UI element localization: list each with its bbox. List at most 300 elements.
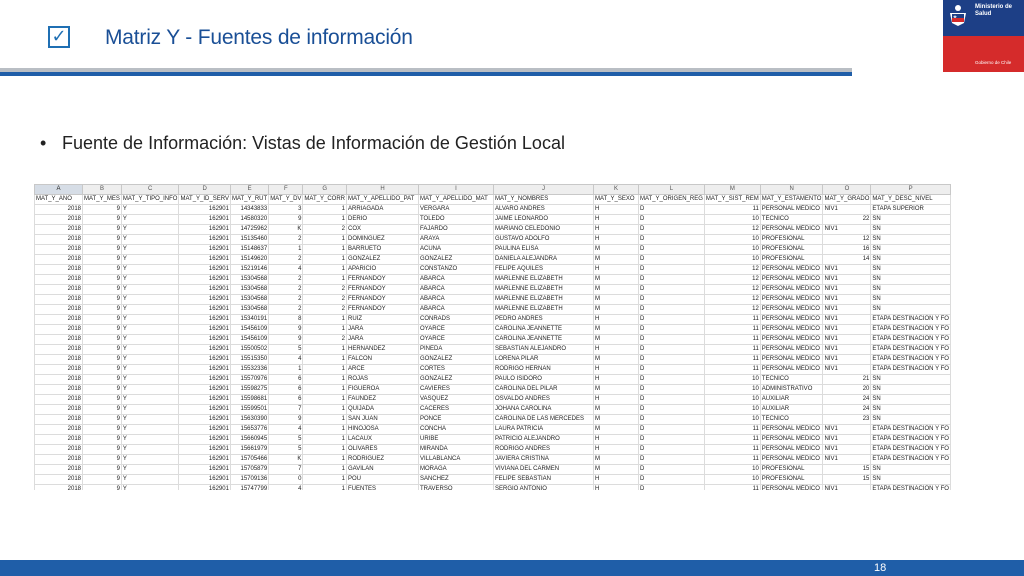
table-cell: 9 (83, 335, 122, 345)
bullet-dot: • (40, 133, 47, 153)
table-cell: 2018 (35, 335, 83, 345)
table-cell: GONZALEZ (418, 355, 493, 365)
table-cell: H (593, 445, 638, 455)
table-cell: 2 (269, 275, 303, 285)
logo-ministry-text (975, 4, 1021, 18)
table-cell: 2 (303, 335, 347, 345)
table-cell: FERNANDOY (346, 295, 418, 305)
table-cell: QUIJADA (346, 405, 418, 415)
table-cell: 2018 (35, 375, 83, 385)
table-cell: TOLEDO (418, 215, 493, 225)
table-cell: 6 (269, 385, 303, 395)
table-cell: D (638, 475, 704, 485)
table-cell: 1 (303, 405, 347, 415)
table-cell: NIV1 (823, 325, 871, 335)
table-cell: MARLENNE ELIZABETH (493, 285, 593, 295)
table-cell: H (593, 395, 638, 405)
table-cell: 15598275 (230, 385, 268, 395)
table-cell: M (593, 245, 638, 255)
table-cell: NIV1 (823, 285, 871, 295)
table-cell: CONCHA (418, 425, 493, 435)
table-cell: 15653776 (230, 425, 268, 435)
table-cell: 1 (303, 385, 347, 395)
table-cell: Y (121, 475, 179, 485)
chile-crest-icon (947, 3, 969, 27)
header-cell: MAT_Y_CORR (303, 195, 347, 205)
table-cell: M (593, 465, 638, 475)
table-cell: PROFESIONAL (760, 245, 823, 255)
table-cell: 2018 (35, 315, 83, 325)
table-cell: 11 (704, 425, 760, 435)
table-cell: ETAPA DESTINACION Y FO (871, 315, 951, 325)
table-cell: 2 (269, 235, 303, 245)
table-cell: 23 (823, 415, 871, 425)
table-cell: 10 (704, 375, 760, 385)
table-cell: Y (121, 485, 179, 491)
table-cell: 162901 (179, 275, 230, 285)
table-cell: 162901 (179, 475, 230, 485)
table-cell: PERSONAL MÉDICO (760, 355, 823, 365)
table-cell: 9 (269, 325, 303, 335)
table-cell: 12 (704, 305, 760, 315)
table-row (35, 215, 951, 225)
table-cell: SN (871, 405, 951, 415)
table-cell: SN (871, 215, 951, 225)
table-cell: 2018 (35, 235, 83, 245)
table-cell: Y (121, 255, 179, 265)
table-row (35, 325, 951, 335)
table-cell: FIGUEROA (346, 385, 418, 395)
column-letter-a: A (35, 185, 83, 195)
header-row (35, 195, 951, 205)
table-cell: 4 (269, 355, 303, 365)
table-row (35, 235, 951, 245)
table-cell: H (593, 475, 638, 485)
table-cell: Y (121, 215, 179, 225)
table-cell: 1 (303, 205, 347, 215)
table-cell: NIV1 (823, 275, 871, 285)
table-cell: GAVILAN (346, 465, 418, 475)
header-cell: MAT_Y_ORIGEN_REG (638, 195, 704, 205)
table-cell: SN (871, 305, 951, 315)
table-cell: 15515350 (230, 355, 268, 365)
table-cell: K (269, 455, 303, 465)
table-cell: PERSONAL MÉDICO (760, 285, 823, 295)
table-cell: ETAPA DESTINACION Y FO (871, 455, 951, 465)
header-cell: MAT_Y_SEXO (593, 195, 638, 205)
table-cell: JAVIERA CRISTINA (493, 455, 593, 465)
table-cell: SN (871, 395, 951, 405)
table-cell: SN (871, 295, 951, 305)
table-cell: 9 (83, 465, 122, 475)
table-cell: Y (121, 265, 179, 275)
table-cell: 9 (83, 325, 122, 335)
table-row (35, 375, 951, 385)
table-cell: 12 (823, 235, 871, 245)
table-cell: 2018 (35, 435, 83, 445)
table-cell: NIV1 (823, 315, 871, 325)
table-cell: 15500502 (230, 345, 268, 355)
table-cell: 11 (704, 205, 760, 215)
table-row (35, 275, 951, 285)
table-cell: H (593, 225, 638, 235)
table-cell: Y (121, 375, 179, 385)
table-cell: Y (121, 435, 179, 445)
table-cell: Y (121, 395, 179, 405)
bullet-text: Fuente de Información: Vistas de Información de Gestión Local (62, 133, 565, 153)
table-cell: ETAPA DESTINACION Y FO (871, 445, 951, 455)
table-cell: M (593, 295, 638, 305)
table-cell: 1 (303, 275, 347, 285)
table-cell: 12 (704, 285, 760, 295)
table-cell: PROFESIONAL (760, 255, 823, 265)
table-cell: Y (121, 275, 179, 285)
table-cell: 7 (269, 465, 303, 475)
table-row (35, 425, 951, 435)
table-cell: 1 (303, 355, 347, 365)
table-cell: 12 (704, 295, 760, 305)
table-cell: M (593, 325, 638, 335)
logo-line1: Ministerio de (975, 4, 1013, 10)
table-cell: 11 (704, 355, 760, 365)
table-cell: ARAYA (418, 235, 493, 245)
table-cell: 9 (83, 225, 122, 235)
table-cell: 162901 (179, 235, 230, 245)
table-cell: 15661979 (230, 445, 268, 455)
table-cell: 11 (704, 315, 760, 325)
table-cell: 20 (823, 385, 871, 395)
table-cell: D (638, 235, 704, 245)
table-cell: PERSONAL MÉDICO (760, 275, 823, 285)
table-cell: FALCON (346, 355, 418, 365)
column-letter-j: J (493, 185, 593, 195)
spreadsheet-body (35, 195, 951, 491)
table-cell: SERGIO ANTONIO (493, 485, 593, 491)
table-cell: 2018 (35, 415, 83, 425)
table-cell: JARA (346, 335, 418, 345)
table-cell: H (593, 345, 638, 355)
table-cell: 9 (83, 455, 122, 465)
table-cell: OLIVARES (346, 445, 418, 455)
table-cell: D (638, 445, 704, 455)
table-cell: Y (121, 315, 179, 325)
column-letter-o: O (823, 185, 871, 195)
table-cell: 2018 (35, 215, 83, 225)
table-cell: 162901 (179, 375, 230, 385)
table-cell: SN (871, 235, 951, 245)
table-cell: 162901 (179, 385, 230, 395)
table-cell: ROJAS (346, 375, 418, 385)
table-cell: 9 (83, 235, 122, 245)
table-cell: HERNANDEZ (346, 345, 418, 355)
table-cell: 162901 (179, 205, 230, 215)
spreadsheet-table (34, 184, 951, 490)
table-cell: 11 (704, 445, 760, 455)
table-cell: 14 (823, 255, 871, 265)
table-cell: TÉCNICO (760, 215, 823, 225)
table-cell: D (638, 405, 704, 415)
table-cell: SEBASTIAN ALEJANDRO (493, 345, 593, 355)
table-cell: 1 (303, 435, 347, 445)
table-cell: NIV1 (823, 205, 871, 215)
table-cell: 162901 (179, 455, 230, 465)
table-cell: D (638, 365, 704, 375)
table-cell: 15532336 (230, 365, 268, 375)
table-cell: 2018 (35, 275, 83, 285)
table-cell: CAROLINA JEANNETTE (493, 325, 593, 335)
table-cell: NIV1 (823, 355, 871, 365)
table-cell: M (593, 335, 638, 345)
slide-title: Matriz Y - Fuentes de información (105, 26, 413, 49)
table-cell: 162901 (179, 355, 230, 365)
table-cell: ETAPA SUPERIOR (871, 205, 951, 215)
table-cell: 15219146 (230, 265, 268, 275)
table-cell: OYARCE (418, 325, 493, 335)
bullet-item (40, 133, 565, 154)
table-cell: 2018 (35, 345, 83, 355)
table-cell: 2018 (35, 405, 83, 415)
table-cell: 15599501 (230, 405, 268, 415)
table-cell: 162901 (179, 435, 230, 445)
table-cell: K (269, 225, 303, 235)
column-letter-m: M (704, 185, 760, 195)
table-row (35, 355, 951, 365)
table-cell: 10 (704, 385, 760, 395)
table-cell: NIV1 (823, 435, 871, 445)
table-cell: SN (871, 475, 951, 485)
table-cell: SN (871, 275, 951, 285)
table-row (35, 295, 951, 305)
table-cell: M (593, 355, 638, 365)
table-cell: 162901 (179, 365, 230, 375)
table-cell: 9 (269, 215, 303, 225)
table-cell: 10 (704, 395, 760, 405)
table-cell: ETAPA DESTINACION Y FO (871, 365, 951, 375)
table-cell: 10 (704, 255, 760, 265)
table-cell: TRAVERSO (418, 485, 493, 491)
table-row (35, 205, 951, 215)
table-cell: 162901 (179, 335, 230, 345)
table-cell: 9 (83, 395, 122, 405)
table-cell: PAULO ISIDORO (493, 375, 593, 385)
table-cell: 15709136 (230, 475, 268, 485)
table-row (35, 305, 951, 315)
table-cell: CORTES (418, 365, 493, 375)
table-cell: M (593, 305, 638, 315)
table-cell: D (638, 485, 704, 491)
table-cell: ETAPA DESTINACION Y FO (871, 435, 951, 445)
table-cell: 1 (303, 415, 347, 425)
table-cell: 9 (83, 305, 122, 315)
table-cell: 24 (823, 405, 871, 415)
table-cell: 15705466 (230, 455, 268, 465)
table-cell: 11 (704, 455, 760, 465)
table-cell: MIRANDA (418, 445, 493, 455)
table-cell: ARRIAGADA (346, 205, 418, 215)
table-row (35, 475, 951, 485)
table-cell: RUIZ (346, 315, 418, 325)
column-letter-d: D (179, 185, 230, 195)
table-row (35, 485, 951, 491)
table-cell: MARLENNE ELIZABETH (493, 275, 593, 285)
table-cell: 1 (303, 395, 347, 405)
table-cell: 1 (303, 425, 347, 435)
header-cell: MAT_Y_APELLIDO_PAT (346, 195, 418, 205)
table-cell: APARICIO (346, 265, 418, 275)
table-cell: ABARCA (418, 295, 493, 305)
table-cell: M (593, 415, 638, 425)
table-cell: RODRIGUEZ (346, 455, 418, 465)
table-cell: 10 (704, 475, 760, 485)
table-cell: ETAPA DESTINACION Y FO (871, 355, 951, 365)
table-cell: PERSONAL MÉDICO (760, 435, 823, 445)
table-cell: ALVARO ANDRES (493, 205, 593, 215)
ministerio-logo (943, 0, 1024, 72)
table-cell: Y (121, 295, 179, 305)
table-cell: ABARCA (418, 275, 493, 285)
table-cell: 24 (823, 395, 871, 405)
table-cell: 2 (303, 295, 347, 305)
table-cell: MORAGA (418, 465, 493, 475)
table-cell: PEDRO ANDRES (493, 315, 593, 325)
table-cell: 1 (303, 235, 347, 245)
table-cell: PERSONAL MÉDICO (760, 205, 823, 215)
table-cell: SN (871, 465, 951, 475)
header-cell: MAT_Y_TIPO_INFO (121, 195, 179, 205)
table-cell: LACAUX (346, 435, 418, 445)
header-cell: MAT_Y_RUT (230, 195, 268, 205)
table-cell: 10 (704, 415, 760, 425)
table-cell: Y (121, 245, 179, 255)
table-cell: CAROLINA JEANNETTE (493, 335, 593, 345)
table-cell: 8 (269, 315, 303, 325)
table-cell: NIV1 (823, 225, 871, 235)
table-cell: 162901 (179, 345, 230, 355)
table-cell: D (638, 375, 704, 385)
header-cell: MAT_Y_DESC_NIVEL (871, 195, 951, 205)
table-cell: GONZALEZ (346, 255, 418, 265)
table-cell: PAULINA ELISA (493, 245, 593, 255)
table-cell: 9 (83, 365, 122, 375)
table-row (35, 225, 951, 235)
table-cell: Y (121, 405, 179, 415)
table-cell: FERNANDOY (346, 285, 418, 295)
table-cell: 15304568 (230, 295, 268, 305)
table-cell: D (638, 355, 704, 365)
table-cell: 9 (83, 385, 122, 395)
table-cell: 9 (83, 345, 122, 355)
header-cell: MAT_Y_ANO (35, 195, 83, 205)
table-cell: 162901 (179, 425, 230, 435)
header-cell: MAT_Y_MES (83, 195, 122, 205)
header-cell: MAT_Y_SIST_REM (704, 195, 760, 205)
table-cell: 162901 (179, 445, 230, 455)
table-cell: Y (121, 385, 179, 395)
table-cell: 15456109 (230, 325, 268, 335)
table-cell: 15149620 (230, 255, 268, 265)
table-cell: H (593, 315, 638, 325)
table-row (35, 435, 951, 445)
table-cell: 15304568 (230, 305, 268, 315)
table-cell: JAIME LEONARDO (493, 215, 593, 225)
table-cell: 162901 (179, 415, 230, 425)
table-cell: 162901 (179, 465, 230, 475)
table-cell: H (593, 435, 638, 445)
table-cell: 1 (303, 325, 347, 335)
table-cell: 9 (83, 275, 122, 285)
table-cell: D (638, 215, 704, 225)
table-cell: 162901 (179, 225, 230, 235)
table-cell: PERSONAL MÉDICO (760, 425, 823, 435)
table-cell: 1 (269, 245, 303, 255)
table-cell: 2018 (35, 455, 83, 465)
table-cell: OSVALDO ANDRES (493, 395, 593, 405)
table-cell: ETAPA DESTINACION Y FO (871, 325, 951, 335)
table-cell: MARLENNE ELIZABETH (493, 295, 593, 305)
table-cell: LAURA PATRICIA (493, 425, 593, 435)
table-cell: Y (121, 235, 179, 245)
table-cell: SN (871, 375, 951, 385)
table-cell: 15135460 (230, 235, 268, 245)
column-letter-f: F (269, 185, 303, 195)
table-cell: SN (871, 385, 951, 395)
table-cell: CONRADS (418, 315, 493, 325)
table-cell: 4 (269, 265, 303, 275)
column-letter-i: I (418, 185, 493, 195)
table-cell: 2018 (35, 475, 83, 485)
table-cell: 1 (303, 345, 347, 355)
check-icon: ✓ (48, 26, 70, 48)
table-row (35, 285, 951, 295)
table-cell: 9 (83, 425, 122, 435)
table-cell: PONCE (418, 415, 493, 425)
column-letter-g: G (303, 185, 347, 195)
column-letter-h: H (346, 185, 418, 195)
table-cell: 2018 (35, 245, 83, 255)
table-cell: 10 (704, 235, 760, 245)
table-cell: ABARCA (418, 305, 493, 315)
table-cell: D (638, 325, 704, 335)
table-cell: 10 (704, 245, 760, 255)
table-cell: M (593, 255, 638, 265)
table-cell: 11 (704, 345, 760, 355)
table-row (35, 385, 951, 395)
header-cell: MAT_Y_ESTAMENTO (760, 195, 823, 205)
table-cell: 15 (823, 475, 871, 485)
table-cell: 1 (303, 375, 347, 385)
table-cell: 2018 (35, 385, 83, 395)
table-cell: FELIPE AQUILES (493, 265, 593, 275)
table-cell: COX (346, 225, 418, 235)
table-cell: Y (121, 325, 179, 335)
table-cell: 162901 (179, 295, 230, 305)
table-row (35, 335, 951, 345)
table-cell: PROFESIONAL (760, 465, 823, 475)
table-cell: 15304568 (230, 275, 268, 285)
table-cell: M (593, 405, 638, 415)
table-cell: H (593, 215, 638, 225)
table-cell: CAROLINA DEL PILAR (493, 385, 593, 395)
table-cell: PERSONAL MÉDICO (760, 325, 823, 335)
table-cell: VERGARA (418, 205, 493, 215)
table-cell: ARCE (346, 365, 418, 375)
table-cell: NIV1 (823, 345, 871, 355)
table-cell: 2018 (35, 295, 83, 305)
table-cell: GUSTAVO ADOLFO (493, 235, 593, 245)
table-cell: Y (121, 415, 179, 425)
table-cell: 4 (269, 425, 303, 435)
table-row (35, 265, 951, 275)
